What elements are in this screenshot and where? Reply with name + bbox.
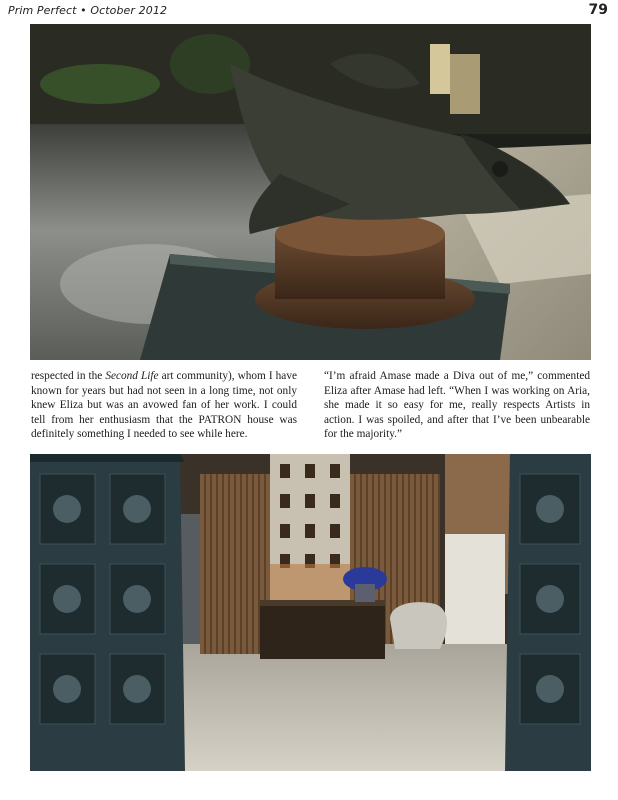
text-run: respected in the — [31, 370, 106, 382]
koi-fish-sculpture-icon — [30, 24, 591, 360]
ornate-doorway-icon — [30, 454, 591, 771]
ornate-doorway-interior-photo — [30, 454, 591, 771]
article-column-right — [324, 369, 590, 442]
page-number: 79 — [588, 2, 608, 18]
koi-fish-sculpture-photo — [30, 24, 591, 360]
article-paragraph-right: “I’m afraid Amase made a Diva out of me,” commented Eliza after Amase had left. “When I was working on Aria, she made it so easy for me, really respects Artists in action. I was spoiled, and after that I’ve been unbearable for the majority.” — [324, 370, 590, 440]
article-paragraph-left — [31, 369, 297, 442]
text-run: art community), whom I have known for years but had not seen in a long time, not only knew Eliza but was an avowed fan of her work. I could tell from her enthusiasm that the PATRON house was definitely something I needed to see while here. — [31, 370, 297, 440]
article-column-left — [31, 369, 297, 442]
magazine-header: Prim Perfect • October 2012 — [8, 4, 168, 17]
second-life-italic: Second Life — [105, 370, 159, 382]
